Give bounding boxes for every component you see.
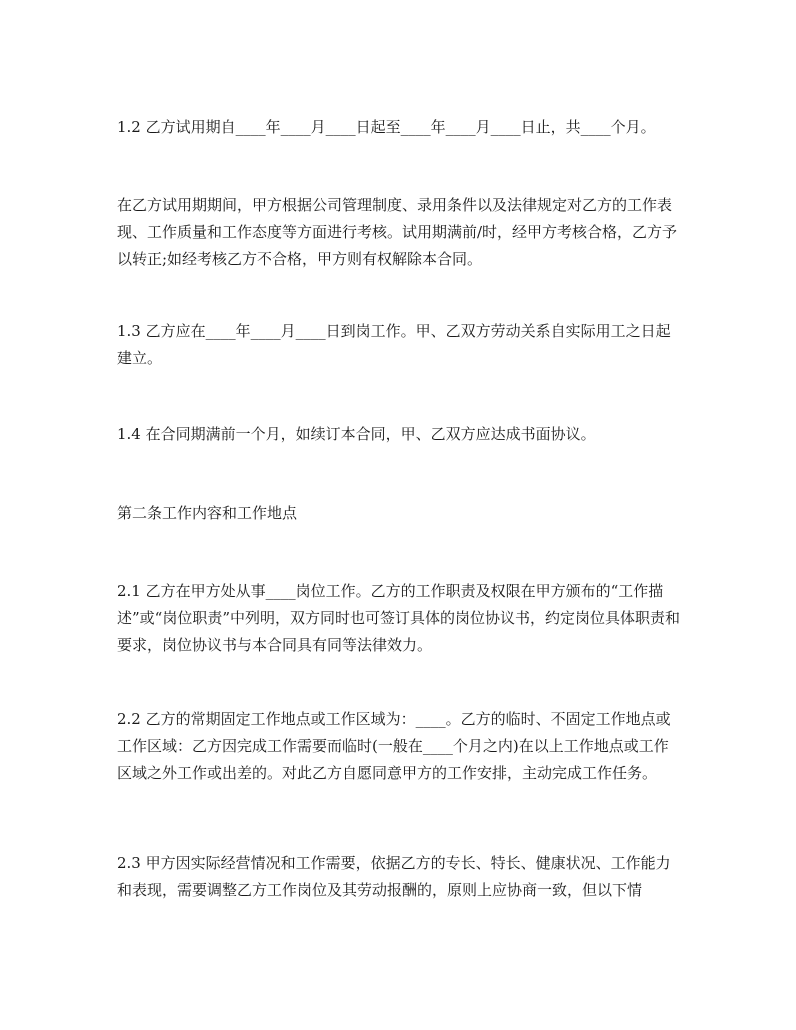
clause-1-2-probation-period: 1.2 乙方试用期自____年____月____日起至____年____月____日止，共____个月。 [117, 118, 656, 136]
clause-2-3-position-adjustment: 2.3 甲方因实际经营情况和工作需要，依据乙方的专长、特长、健康状况、工作能力和表现，需要调整乙方工作岗位及其劳动报酬的，原则上应协商一致，但以下情 [117, 854, 671, 899]
clause-2-1-position: 2.1 乙方在甲方处从事____岗位工作。乙方的工作职责及权限在甲方颁布的“工作描述”或“岗位职责”中列明，双方同时也可签订具体的岗位协议书，约定岗位具体职责和要求，岗位协议书与本合同具有同等法律效力。 [117, 582, 681, 654]
article-2-heading: 第二条工作内容和工作地点 [117, 504, 298, 522]
clause-1-4-renewal: 1.4 在合同期满前一个月，如续订本合同，甲、乙双方应达成书面协议。 [117, 425, 596, 443]
clause-1-3-start-date: 1.3 乙方应在____年____月____日到岗工作。甲、乙双方劳动关系自实际用工之日起建立。 [117, 322, 671, 367]
clause-2-2-work-location: 2.2 乙方的常期固定工作地点或工作区域为：____。乙方的临时、不固定工作地点或工作区域：乙方因完成工作需要而临时(一般在____个月之内)在以上工作地点或工作区域之外工作或出差的。对此乙方自愿同意甲方的工作安排，主动完成工作任务。 [117, 710, 671, 782]
probation-assessment-paragraph: 在乙方试用期期间，甲方根据公司管理制度、录用条件以及法律规定对乙方的工作表现、工作质量和工作态度等方面进行考核。试用期满前/时，经甲方考核合格，乙方予以转正;如经考核乙方不合格，甲方则有权解除本合同。 [117, 196, 678, 268]
